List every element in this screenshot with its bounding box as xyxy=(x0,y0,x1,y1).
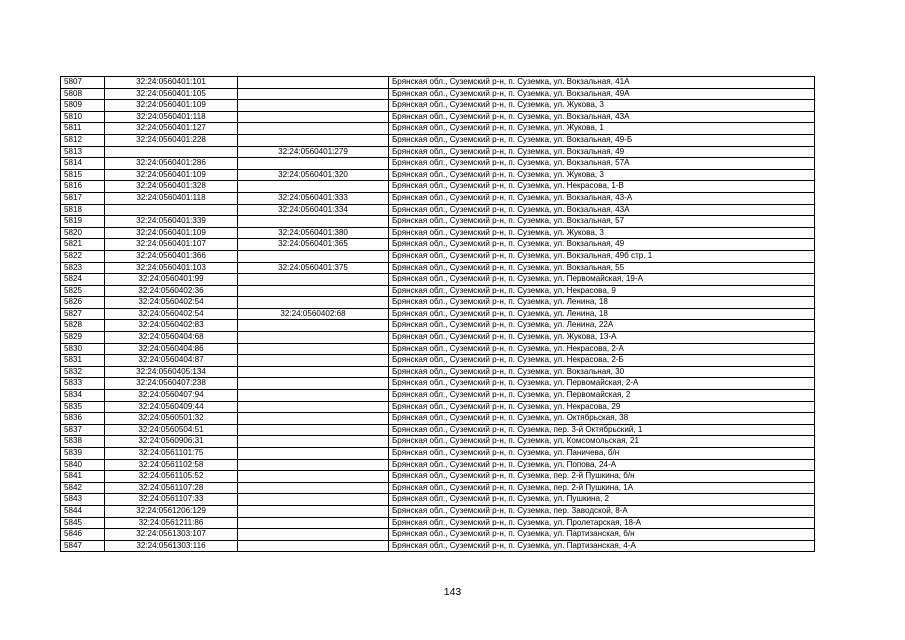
address-cell: Брянская обл., Суземский р-н, п. Суземка, ул. Вокзальная, 49б стр. 1 xyxy=(389,250,815,262)
related-cadastral-number-cell xyxy=(238,123,389,135)
cadastral-number-cell: 32:24:0561101:75 xyxy=(105,448,238,460)
address-cell: Брянская обл., Суземский р-н, п. Суземка, ул. Жукова, 1 xyxy=(389,123,815,135)
address-cell: Брянская обл., Суземский р-н, п. Суземка, ул. Некрасова, 29 xyxy=(389,401,815,413)
table-row xyxy=(61,123,815,135)
related-cadastral-number-cell xyxy=(238,355,389,367)
row-number-cell: 5818 xyxy=(61,204,105,216)
related-cadastral-number-cell: 32:24:0560401:333 xyxy=(238,192,389,204)
related-cadastral-number-cell xyxy=(238,274,389,286)
cadastral-number-cell: 32:24:0560407:238 xyxy=(105,378,238,390)
related-cadastral-number-cell xyxy=(238,285,389,297)
table-row xyxy=(61,529,815,541)
row-number-cell: 5844 xyxy=(61,505,105,517)
row-number-cell: 5820 xyxy=(61,227,105,239)
address-cell: Брянская обл., Суземский р-н, п. Суземка, ул. Комсомольская, 21 xyxy=(389,436,815,448)
row-number-cell: 5813 xyxy=(61,146,105,158)
table-row xyxy=(61,401,815,413)
row-number-cell: 5840 xyxy=(61,459,105,471)
related-cadastral-number-cell xyxy=(238,320,389,332)
address-cell: Брянская обл., Суземский р-н, п. Суземка, ул. Первомайская, 19-А xyxy=(389,274,815,286)
table-row xyxy=(61,100,815,112)
address-cell: Брянская обл., Суземский р-н, п. Суземка, ул. Жукова, 3 xyxy=(389,100,815,112)
cadastral-number-cell: 32:24:0561211:86 xyxy=(105,517,238,529)
cadastral-number-cell: 32:24:0561303:116 xyxy=(105,540,238,552)
cadastral-number-cell: 32:24:0560404:68 xyxy=(105,332,238,344)
related-cadastral-number-cell xyxy=(238,413,389,425)
cadastral-number-cell: 32:24:0560501:32 xyxy=(105,413,238,425)
related-cadastral-number-cell: 32:24:0560402:68 xyxy=(238,308,389,320)
address-cell: Брянская обл., Суземский р-н, п. Суземка, ул. Жукова, 13-А xyxy=(389,332,815,344)
table-row xyxy=(61,540,815,552)
address-cell: Брянская обл., Суземский р-н, п. Суземка, ул. Жукова, 3 xyxy=(389,227,815,239)
address-cell: Брянская обл., Суземский р-н, п. Суземка, ул. Жукова, 3 xyxy=(389,169,815,181)
table-row xyxy=(61,459,815,471)
cadastral-number-cell: 32:24:0560401:118 xyxy=(105,111,238,123)
row-number-cell: 5843 xyxy=(61,494,105,506)
table-row xyxy=(61,146,815,158)
address-cell: Брянская обл., Суземский р-н, п. Суземка, ул. Вокзальная, 49-Б xyxy=(389,134,815,146)
table-row xyxy=(61,158,815,170)
address-cell: Брянская обл., Суземский р-н, п. Суземка, ул. Пушкина, 2 xyxy=(389,494,815,506)
address-cell: Брянская обл., Суземский р-н, п. Суземка, ул. Ленина, 22А xyxy=(389,320,815,332)
address-cell: Брянская обл., Суземский р-н, п. Суземка, ул. Вокзальная, 43А xyxy=(389,204,815,216)
address-cell: Брянская обл., Суземский р-н, п. Суземка, ул. Партизанская, б/н xyxy=(389,529,815,541)
table-row xyxy=(61,204,815,216)
page-number: 143 xyxy=(443,586,462,598)
address-cell: Брянская обл., Суземский р-н, п. Суземка, ул. Вокзальная, 43-А xyxy=(389,192,815,204)
cadastral-number-cell: 32:24:0560401:366 xyxy=(105,250,238,262)
cadastral-number-cell: 32:24:0561206:129 xyxy=(105,505,238,517)
cadastral-number-cell: 32:24:0560401:228 xyxy=(105,134,238,146)
table-row xyxy=(61,274,815,286)
row-number-cell: 5842 xyxy=(61,482,105,494)
address-cell: Брянская обл., Суземский р-н, п. Суземка, ул. Вокзальная, 41А xyxy=(389,77,815,89)
related-cadastral-number-cell xyxy=(238,332,389,344)
table-row xyxy=(61,436,815,448)
related-cadastral-number-cell xyxy=(238,181,389,193)
row-number-cell: 5817 xyxy=(61,192,105,204)
related-cadastral-number-cell: 32:24:0560401:320 xyxy=(238,169,389,181)
table-row xyxy=(61,424,815,436)
related-cadastral-number-cell xyxy=(238,505,389,517)
registry-table-body xyxy=(61,77,815,552)
related-cadastral-number-cell xyxy=(238,482,389,494)
related-cadastral-number-cell xyxy=(238,448,389,460)
related-cadastral-number-cell xyxy=(238,343,389,355)
cadastral-number-cell: 32:24:0560402:54 xyxy=(105,297,238,309)
cadastral-number-cell: 32:24:0561105:52 xyxy=(105,471,238,483)
table-row xyxy=(61,111,815,123)
cadastral-number-cell: 32:24:0561303:107 xyxy=(105,529,238,541)
address-cell: Брянская обл., Суземский р-н, п. Суземка, ул. Некрасова, 1-В xyxy=(389,181,815,193)
row-number-cell: 5837 xyxy=(61,424,105,436)
related-cadastral-number-cell: 32:24:0560401:279 xyxy=(238,146,389,158)
address-cell: Брянская обл., Суземский р-н, п. Суземка, ул. Первомайская, 2 xyxy=(389,390,815,402)
table-row xyxy=(61,88,815,100)
row-number-cell: 5830 xyxy=(61,343,105,355)
row-number-cell: 5812 xyxy=(61,134,105,146)
cadastral-number-cell: 32:24:0560401:109 xyxy=(105,100,238,112)
row-number-cell: 5841 xyxy=(61,471,105,483)
table-row xyxy=(61,482,815,494)
address-cell: Брянская обл., Суземский р-н, п. Суземка, ул. Вокзальная, 43А xyxy=(389,111,815,123)
address-cell: Брянская обл., Суземский р-н, п. Суземка, ул. Вокзальная, 49 xyxy=(389,239,815,251)
table-row xyxy=(61,169,815,181)
table-row xyxy=(61,181,815,193)
row-number-cell: 5832 xyxy=(61,366,105,378)
cadastral-number-cell: 32:24:0560401:127 xyxy=(105,123,238,135)
related-cadastral-number-cell: 32:24:0560401:365 xyxy=(238,239,389,251)
table-row xyxy=(61,320,815,332)
table-row xyxy=(61,262,815,274)
row-number-cell: 5814 xyxy=(61,158,105,170)
cadastral-number-cell: 32:24:0560402:83 xyxy=(105,320,238,332)
table-row xyxy=(61,227,815,239)
row-number-cell: 5809 xyxy=(61,100,105,112)
table-row xyxy=(61,192,815,204)
related-cadastral-number-cell xyxy=(238,390,389,402)
cadastral-number-cell: 32:24:0560401:339 xyxy=(105,216,238,228)
row-number-cell: 5815 xyxy=(61,169,105,181)
row-number-cell: 5845 xyxy=(61,517,105,529)
table-row xyxy=(61,378,815,390)
cadastral-number-cell: 32:24:0560504:51 xyxy=(105,424,238,436)
related-cadastral-number-cell xyxy=(238,297,389,309)
address-cell: Брянская обл., Суземский р-н, п. Суземка, ул. Вокзальная, 49 xyxy=(389,146,815,158)
cadastral-number-cell: 32:24:0560402:54 xyxy=(105,308,238,320)
cadastral-number-cell: 32:24:0560401:105 xyxy=(105,88,238,100)
table-row xyxy=(61,343,815,355)
address-cell: Брянская обл., Суземский р-н, п. Суземка, ул. Некрасова, 9 xyxy=(389,285,815,297)
cadastral-number-cell: 32:24:0560402:36 xyxy=(105,285,238,297)
address-cell: Брянская обл., Суземский р-н, п. Суземка, ул. Вокзальная, 30 xyxy=(389,366,815,378)
related-cadastral-number-cell xyxy=(238,111,389,123)
related-cadastral-number-cell xyxy=(238,459,389,471)
related-cadastral-number-cell xyxy=(238,100,389,112)
related-cadastral-number-cell xyxy=(238,401,389,413)
cadastral-number-cell: 32:24:0560401:118 xyxy=(105,192,238,204)
table-row xyxy=(61,413,815,425)
cadastral-number-cell xyxy=(105,146,238,158)
cadastral-number-cell xyxy=(105,204,238,216)
address-cell: Брянская обл., Суземский р-н, п. Суземка, ул. Некрасова, 2-Б xyxy=(389,355,815,367)
row-number-cell: 5846 xyxy=(61,529,105,541)
row-number-cell: 5838 xyxy=(61,436,105,448)
row-number-cell: 5816 xyxy=(61,181,105,193)
address-cell: Брянская обл., Суземский р-н, п. Суземка, ул. Ленина, 18 xyxy=(389,297,815,309)
table-row xyxy=(61,77,815,89)
address-cell: Брянская обл., Суземский р-н, п. Суземка, ул. Первомайская, 2-А xyxy=(389,378,815,390)
related-cadastral-number-cell xyxy=(238,366,389,378)
row-number-cell: 5826 xyxy=(61,297,105,309)
table-row xyxy=(61,448,815,460)
address-cell: Брянская обл., Суземский р-н, п. Суземка, ул. Пролетарская, 18-А xyxy=(389,517,815,529)
related-cadastral-number-cell xyxy=(238,517,389,529)
address-cell: Брянская обл., Суземский р-н, п. Суземка, пер. 3-й Октябрьский, 1 xyxy=(389,424,815,436)
cadastral-number-cell: 32:24:0561107:33 xyxy=(105,494,238,506)
row-number-cell: 5825 xyxy=(61,285,105,297)
row-number-cell: 5829 xyxy=(61,332,105,344)
address-cell: Брянская обл., Суземский р-н, п. Суземка, ул. Вокзальная, 57А xyxy=(389,158,815,170)
address-cell: Брянская обл., Суземский р-н, п. Суземка, ул. Вокзальная, 49А xyxy=(389,88,815,100)
cadastral-number-cell: 32:24:0560401:101 xyxy=(105,77,238,89)
row-number-cell: 5819 xyxy=(61,216,105,228)
table-row xyxy=(61,355,815,367)
cadastral-number-cell: 32:24:0560401:109 xyxy=(105,169,238,181)
table-row xyxy=(61,494,815,506)
row-number-cell: 5821 xyxy=(61,239,105,251)
address-cell: Брянская обл., Суземский р-н, п. Суземка, ул. Партизанская, 4-А xyxy=(389,540,815,552)
related-cadastral-number-cell xyxy=(238,134,389,146)
related-cadastral-number-cell xyxy=(238,540,389,552)
row-number-cell: 5822 xyxy=(61,250,105,262)
table-row xyxy=(61,517,815,529)
cadastral-number-cell: 32:24:0560401:103 xyxy=(105,262,238,274)
address-cell: Брянская обл., Суземский р-н, п. Суземка, пер. Заводской, 8-А xyxy=(389,505,815,517)
related-cadastral-number-cell xyxy=(238,216,389,228)
table-row xyxy=(61,471,815,483)
row-number-cell: 5827 xyxy=(61,308,105,320)
related-cadastral-number-cell xyxy=(238,77,389,89)
cadastral-number-cell: 32:24:0560404:86 xyxy=(105,343,238,355)
row-number-cell: 5811 xyxy=(61,123,105,135)
row-number-cell: 5807 xyxy=(61,77,105,89)
row-number-cell: 5828 xyxy=(61,320,105,332)
cadastral-number-cell: 32:24:0560401:328 xyxy=(105,181,238,193)
related-cadastral-number-cell xyxy=(238,494,389,506)
related-cadastral-number-cell xyxy=(238,529,389,541)
cadastral-number-cell: 32:24:0561107:28 xyxy=(105,482,238,494)
address-cell: Брянская обл., Суземский р-н, п. Суземка, пер. 2-й Пушкина, 1А xyxy=(389,482,815,494)
table-row xyxy=(61,239,815,251)
related-cadastral-number-cell: 32:24:0560401:334 xyxy=(238,204,389,216)
related-cadastral-number-cell: 32:24:0560401:375 xyxy=(238,262,389,274)
registry-table xyxy=(60,76,815,552)
cadastral-number-cell: 32:24:0560409:44 xyxy=(105,401,238,413)
address-cell: Брянская обл., Суземский р-н, п. Суземка, ул. Ленина, 18 xyxy=(389,308,815,320)
related-cadastral-number-cell xyxy=(238,88,389,100)
row-number-cell: 5831 xyxy=(61,355,105,367)
cadastral-number-cell: 32:24:0561102:58 xyxy=(105,459,238,471)
address-cell: Брянская обл., Суземский р-н, п. Суземка, ул. Вокзальная, 57 xyxy=(389,216,815,228)
cadastral-number-cell: 32:24:0560404:87 xyxy=(105,355,238,367)
row-number-cell: 5823 xyxy=(61,262,105,274)
row-number-cell: 5824 xyxy=(61,274,105,286)
cadastral-number-cell: 32:24:0560401:286 xyxy=(105,158,238,170)
related-cadastral-number-cell xyxy=(238,158,389,170)
row-number-cell: 5835 xyxy=(61,401,105,413)
cadastral-number-cell: 32:24:0560407:94 xyxy=(105,390,238,402)
table-row xyxy=(61,308,815,320)
table-row xyxy=(61,505,815,517)
cadastral-number-cell: 32:24:0560401:109 xyxy=(105,227,238,239)
related-cadastral-number-cell: 32:24:0560401:380 xyxy=(238,227,389,239)
cadastral-number-cell: 32:24:0560401:107 xyxy=(105,239,238,251)
related-cadastral-number-cell xyxy=(238,424,389,436)
table-row xyxy=(61,366,815,378)
address-cell: Брянская обл., Суземский р-н, п. Суземка, ул. Октябрьская, 38 xyxy=(389,413,815,425)
table-row xyxy=(61,285,815,297)
cadastral-number-cell: 32:24:0560401:99 xyxy=(105,274,238,286)
related-cadastral-number-cell xyxy=(238,471,389,483)
cadastral-number-cell: 32:24:0560405:134 xyxy=(105,366,238,378)
table-row xyxy=(61,332,815,344)
row-number-cell: 5810 xyxy=(61,111,105,123)
row-number-cell: 5834 xyxy=(61,390,105,402)
row-number-cell: 5808 xyxy=(61,88,105,100)
row-number-cell: 5833 xyxy=(61,378,105,390)
table-row xyxy=(61,390,815,402)
table-row xyxy=(61,297,815,309)
row-number-cell: 5836 xyxy=(61,413,105,425)
address-cell: Брянская обл., Суземский р-н, п. Суземка, ул. Некрасова, 2-А xyxy=(389,343,815,355)
table-row xyxy=(61,216,815,228)
related-cadastral-number-cell xyxy=(238,378,389,390)
related-cadastral-number-cell xyxy=(238,436,389,448)
table-row xyxy=(61,250,815,262)
related-cadastral-number-cell xyxy=(238,250,389,262)
row-number-cell: 5839 xyxy=(61,448,105,460)
cadastral-number-cell: 32:24:0560906:31 xyxy=(105,436,238,448)
row-number-cell: 5847 xyxy=(61,540,105,552)
address-cell: Брянская обл., Суземский р-н, п. Суземка, пер. 2-й Пушкина, б/н xyxy=(389,471,815,483)
address-cell: Брянская обл., Суземский р-н, п. Суземка, ул. Вокзальная, 55 xyxy=(389,262,815,274)
address-cell: Брянская обл., Суземский р-н, п. Суземка, ул. Попова, 24-А xyxy=(389,459,815,471)
address-cell: Брянская обл., Суземский р-н, п. Суземка, ул. Паничева, б/н xyxy=(389,448,815,460)
table-row xyxy=(61,134,815,146)
